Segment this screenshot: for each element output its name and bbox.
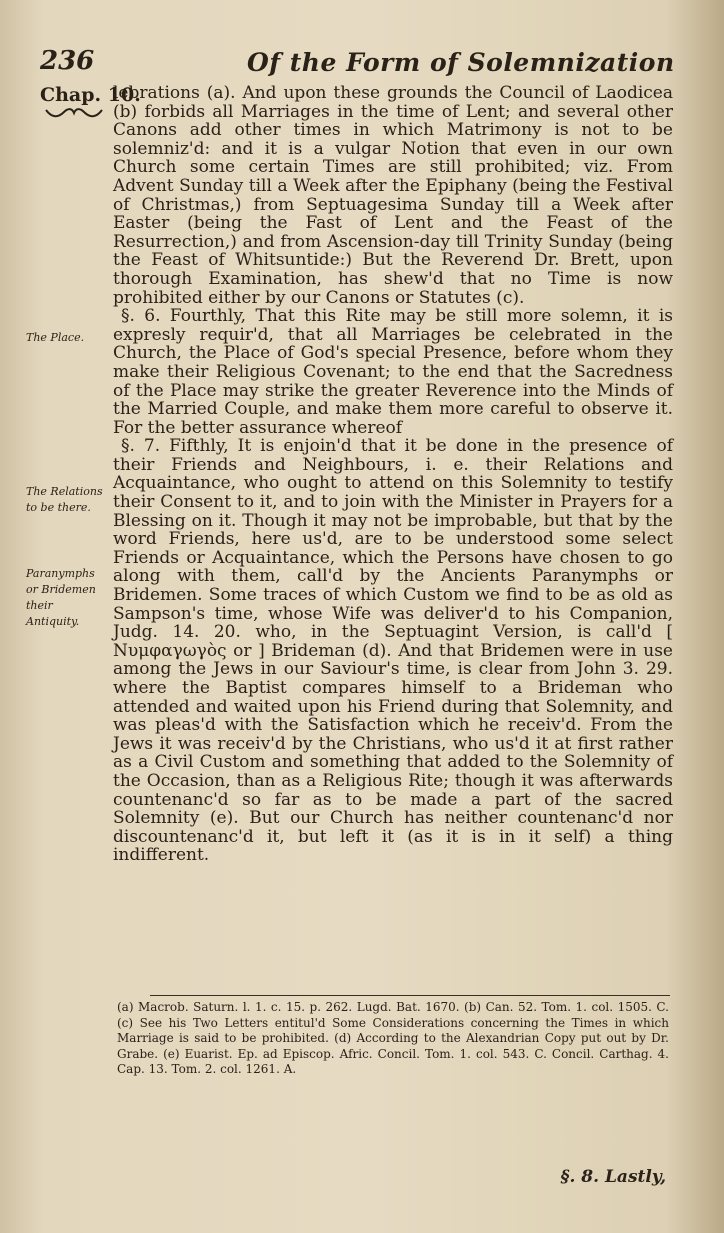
running-title: Of the Form of Solemnization bbox=[247, 48, 675, 77]
margin-note-place: The Place. bbox=[26, 331, 85, 344]
margin-note-paranymphs: Paranymphs or Bridemen their Antiquity. bbox=[26, 567, 96, 628]
footnote-rule bbox=[150, 995, 670, 996]
body-paragraph: §. 6. Fourthly, That this Rite may be still more solemn, it is expresly requir'd, that all Marriages be celebrated in the Church, the Place of God's special Presence, before whom they make their Religious Covenant; to the end that the Sacredness of the Place may strike the greater Reverence into the Minds of the Married Couple, and make them more careful to observe it. For the better assurance whereof bbox=[113, 306, 673, 438]
body-text bbox=[113, 84, 673, 865]
margin-note-relations: The Relations to be there. bbox=[26, 485, 103, 514]
body-paragraph: lebrations (a). And upon these grounds the Council of Laodicea (b) forbids all Marriages in the time of Lent; and several other Canons add other times in which Matrimony is not to be solemniz'd: and it is a vulgar Notion that even in our own Church some certain Times are still prohibited; viz. From Advent Sunday till a Week after the Epiphany (being the Festival of Christmas,) from Septuagesima Sunday till a Week after Easter (being the Fast of Lent and the Feast of the Resurrection,) and from Ascension-day till Trinity Sunday (being the Feast of Whitsuntide:) But the Reverend Dr. Brett, upon thorough Examination, has shew'd that no Time is now prohibited either by our Canons or Statutes (c). bbox=[113, 83, 673, 308]
footnotes bbox=[117, 1000, 669, 1078]
flourish-ornament-icon bbox=[44, 106, 104, 120]
catchword: §. 8. Lastly, bbox=[560, 1167, 666, 1187]
chapter-label: Chap. 10. bbox=[40, 84, 141, 106]
page-number: 236 bbox=[40, 46, 95, 76]
body-paragraph: §. 7. Fifthly, It is enjoin'd that it be done in the presence of their Friends and Neighbours, i. e. their Relations and Acquaintance, who ought to attend on this Solemnity to testify their Consent to it, and to join with the Minister in Prayers for a Blessing on it. Though it may not be improbable, but that by the word Friends, here us'd, are to be understood some select Friends or Acquaintance, which the Persons have chosen to go along with them, call'd by the Ancients Paranymphs or Bridemen. Some traces of which Custom we find to be as old as Sampson's time, whose Wife was deliver'd to his Companion, Judg. 14. 20. who, in the Septuagint Version, is call'd [ Νυμφαγωγὸς or ] Brideman (d). And that Bridemen were in use among the Jews in our Saviour's time, is clear from John 3. 29. where the Baptist compares himself to a Brideman who attended and waited upon his Friend during that Solemnity, and was pleas'd with the Satisfaction which he receiv'd. From the Jews it was receiv'd by the Christians, who us'd it at first rather as a Civil Custom and something that added to the Solemnity of the Occasion, than as a Religious Rite; though it was afterwards countenanc'd so far as to be made a part of the sacred Solemnity (e). But our Church has neither countenanc'd nor discountenanc'd it, but left it (as it is in it self) a thing indifferent. bbox=[113, 436, 673, 866]
page-header bbox=[40, 46, 690, 86]
footnote-text: (a) Macrob. Saturn. l. 1. c. 15. p. 262. Lugd. Bat. 1670. (b) Can. 52. Tom. 1. col. 1505. C. (c) See his Two Letters entitul'd Some Considerations concerning the Times in which Marriage is said to be prohibited. (d) According to the Alexandrian Copy put out by Dr. Grabe. (e) Euarist. Ep. ad Episcop. Afric. Concil. Tom. 1. col. 543. C. Concil. Carthag. 4. Cap. 13. Tom. 2. col. 1261. A. bbox=[117, 1000, 669, 1076]
